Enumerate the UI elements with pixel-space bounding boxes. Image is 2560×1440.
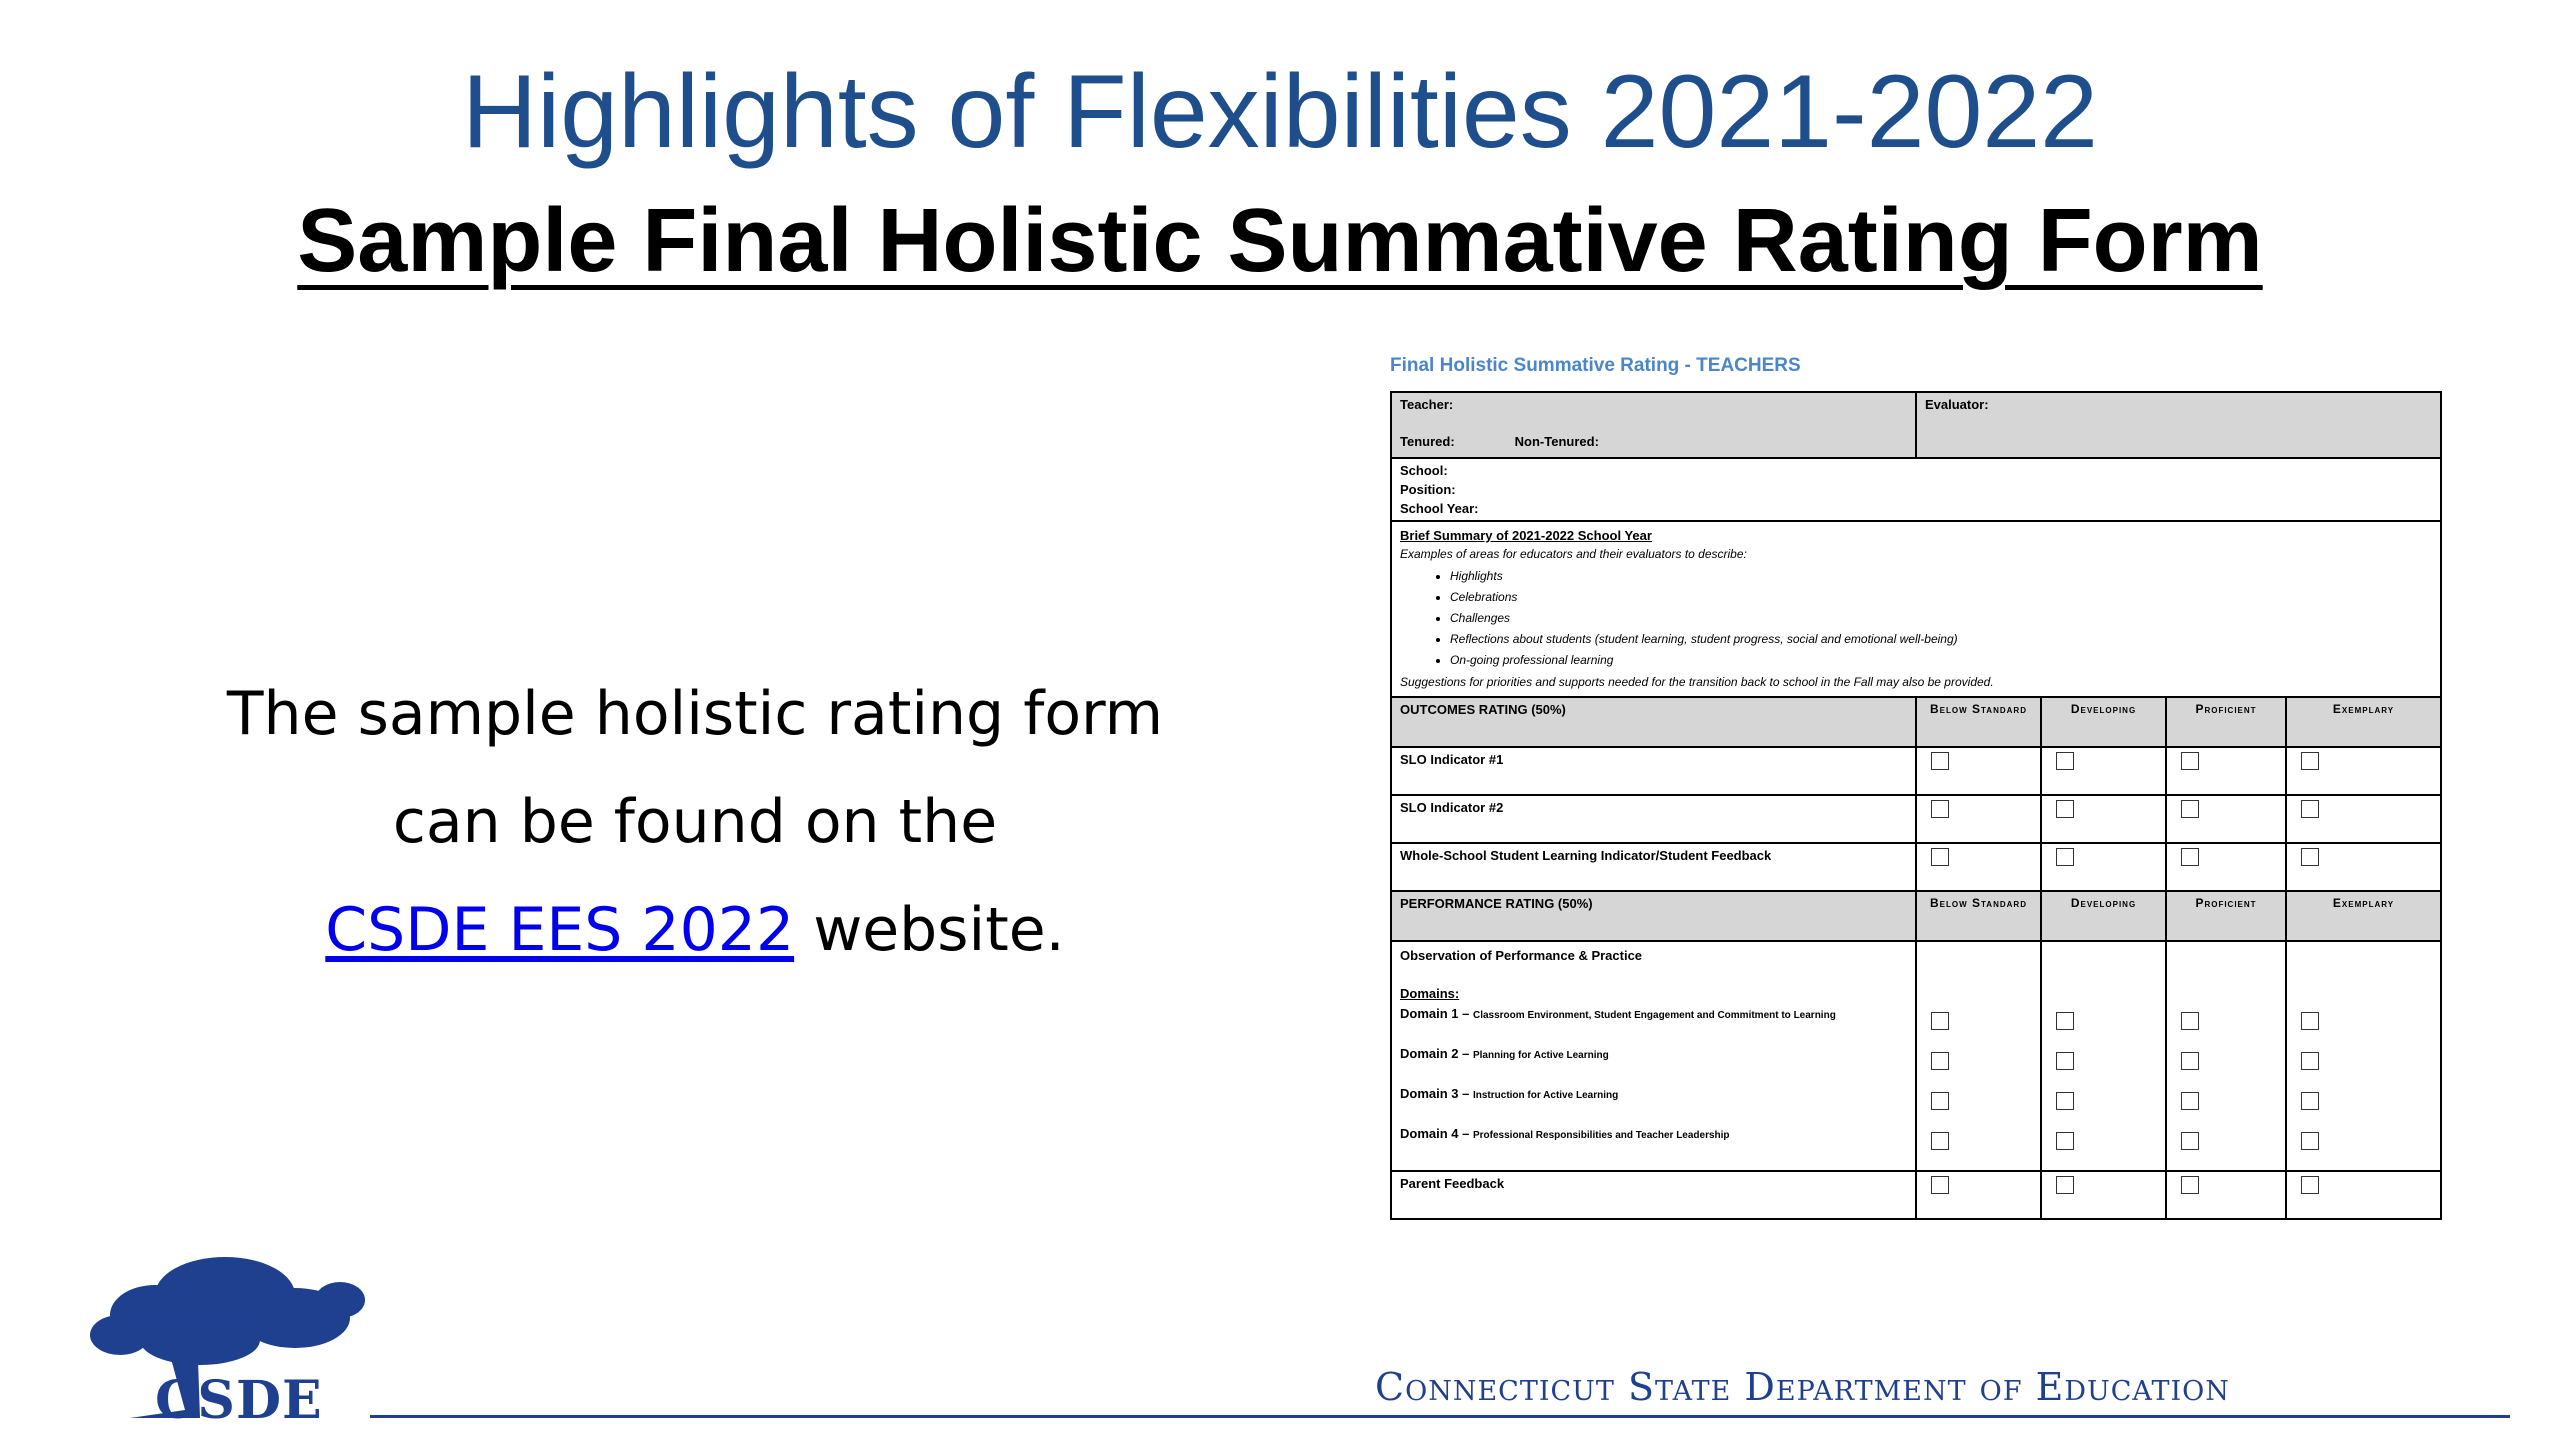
- col-exemplary: Exemplary: [2286, 697, 2441, 747]
- department-name: Connecticut State Department of Education: [1375, 1365, 2230, 1409]
- outcome-row: [1391, 843, 2441, 891]
- body-after-link: website.: [794, 895, 1065, 965]
- rating-checkbox[interactable]: [2056, 1092, 2074, 1110]
- rating-form-image: [1390, 355, 2440, 1220]
- csde-ees-link[interactable]: CSDE EES 2022: [325, 895, 795, 965]
- position-label: Position:: [1400, 482, 1456, 497]
- rating-checkbox[interactable]: [2301, 1052, 2319, 1070]
- rating-checkbox[interactable]: [1931, 1012, 1949, 1030]
- summary-footer: Suggestions for priorities and supports needed for the transition back to school in the Fall may also be provided.: [1400, 675, 1994, 689]
- body-line-2: can be found on the: [392, 787, 998, 857]
- rating-checkbox[interactable]: [2301, 1132, 2319, 1150]
- rating-checkbox[interactable]: [2056, 800, 2074, 818]
- outcome-row: [1391, 795, 2441, 843]
- outcome-label: SLO Indicator #1: [1391, 747, 1916, 795]
- rating-checkbox[interactable]: [2056, 848, 2074, 866]
- summary-heading: Brief Summary of 2021-2022 School Year: [1400, 528, 1652, 543]
- outcome-label: SLO Indicator #2: [1391, 795, 1916, 843]
- col-proficient: Proficient: [2166, 697, 2286, 747]
- summary-list: [1450, 566, 2432, 671]
- rating-checkbox[interactable]: [1931, 1092, 1949, 1110]
- slide-subtitle: [0, 190, 2560, 294]
- form-title: Final Holistic Summative Rating - TEACHERS: [1390, 355, 1801, 376]
- rating-checkbox[interactable]: [2301, 1012, 2319, 1030]
- performance-row: [1391, 941, 2441, 1171]
- subtitle-text: Sample Final Holistic Summative Rating Form: [297, 191, 2263, 291]
- rating-checkbox[interactable]: [1931, 752, 1949, 770]
- rating-checkbox[interactable]: [2301, 1176, 2319, 1194]
- rating-checkbox[interactable]: [1931, 800, 1949, 818]
- summary-intro: Examples of areas for educators and their evaluators to describe:: [1400, 547, 1747, 561]
- rating-form-table: [1390, 391, 2442, 1220]
- rating-checkbox[interactable]: [1931, 848, 1949, 866]
- tenured-label: Tenured:: [1400, 434, 1455, 449]
- rating-checkbox[interactable]: [1931, 1176, 1949, 1194]
- summary-item: • Highlights: [1450, 566, 2432, 587]
- rating-checkbox[interactable]: [2181, 1092, 2199, 1110]
- rating-checkbox[interactable]: [2181, 848, 2199, 866]
- rating-checkbox[interactable]: [1931, 1132, 1949, 1150]
- rating-checkbox[interactable]: [2301, 1092, 2319, 1110]
- col-proficient: Proficient: [2166, 891, 2286, 941]
- rating-checkbox[interactable]: [2181, 1176, 2199, 1194]
- domain-item: Domain 3 – Instruction for Active Learning: [1400, 1086, 1619, 1101]
- col-developing: Developing: [2041, 891, 2166, 941]
- body-text: [140, 660, 1250, 984]
- school-year-label: School Year:: [1400, 501, 1479, 516]
- performance-header-row: [1391, 891, 2441, 941]
- outcomes-header-row: [1391, 697, 2441, 747]
- rating-checkbox[interactable]: [1931, 1052, 1949, 1070]
- rating-checkbox[interactable]: [2056, 1012, 2074, 1030]
- rating-checkbox[interactable]: [2181, 752, 2199, 770]
- col-below-standard: Below Standard: [1916, 697, 2041, 747]
- rating-checkbox[interactable]: [2301, 800, 2319, 818]
- rating-checkbox[interactable]: [2181, 1052, 2199, 1070]
- parent-feedback-row: [1391, 1171, 2441, 1219]
- non-tenured-label: Non-Tenured:: [1514, 434, 1599, 449]
- summary-item: • On-going professional learning: [1450, 650, 2432, 671]
- body-line-1: The sample holistic rating form: [226, 679, 1164, 749]
- col-below-standard: Below Standard: [1916, 891, 2041, 941]
- slide-title: Highlights of Flexibilities 2021-2022: [461, 54, 2099, 170]
- school-label: School:: [1400, 463, 1448, 478]
- domain-item: Domain 1 – Classroom Environment, Student Engagement and Commitment to Learning: [1400, 1006, 1836, 1021]
- footer-divider: [370, 1415, 2510, 1418]
- summary-item: • Challenges: [1450, 608, 2432, 629]
- outcome-row: [1391, 747, 2441, 795]
- summary-row: [1391, 521, 2441, 697]
- rating-checkbox[interactable]: [2056, 752, 2074, 770]
- domains-label: Domains:: [1400, 986, 1460, 1001]
- rating-checkbox[interactable]: [2056, 1176, 2074, 1194]
- summary-item: • Reflections about students (student learning, student progress, social and emotional well-being): [1450, 629, 2432, 650]
- teacher-row: [1391, 392, 2441, 458]
- observation-label: Observation of Performance & Practice: [1400, 948, 1643, 963]
- rating-checkbox[interactable]: [2056, 1132, 2074, 1150]
- rating-checkbox[interactable]: [2181, 1012, 2199, 1030]
- domain-item: Domain 4 – Professional Responsibilities and Teacher Leadership: [1400, 1126, 1730, 1141]
- body-line-3: [140, 876, 1250, 984]
- outcome-label: Whole-School Student Learning Indicator/Student Feedback: [1391, 843, 1916, 891]
- rating-checkbox[interactable]: [2301, 848, 2319, 866]
- rating-checkbox[interactable]: [2181, 800, 2199, 818]
- col-exemplary: Exemplary: [2286, 891, 2441, 941]
- rating-checkbox[interactable]: [2056, 1052, 2074, 1070]
- rating-checkbox[interactable]: [2301, 752, 2319, 770]
- parent-feedback-label: Parent Feedback: [1391, 1171, 1916, 1219]
- evaluator-label: Evaluator:: [1925, 397, 1989, 412]
- performance-heading: PERFORMANCE RATING (50%): [1391, 891, 1916, 941]
- teacher-label: Teacher:: [1400, 397, 1454, 412]
- summary-item: • Celebrations: [1450, 587, 2432, 608]
- school-row: [1391, 458, 2441, 521]
- csde-logo-text: CSDE: [155, 1370, 323, 1431]
- rating-checkbox[interactable]: [2181, 1132, 2199, 1150]
- domain-item: Domain 2 – Planning for Active Learning: [1400, 1046, 1609, 1061]
- col-developing: Developing: [2041, 697, 2166, 747]
- outcomes-heading: OUTCOMES RATING (50%): [1391, 697, 1916, 747]
